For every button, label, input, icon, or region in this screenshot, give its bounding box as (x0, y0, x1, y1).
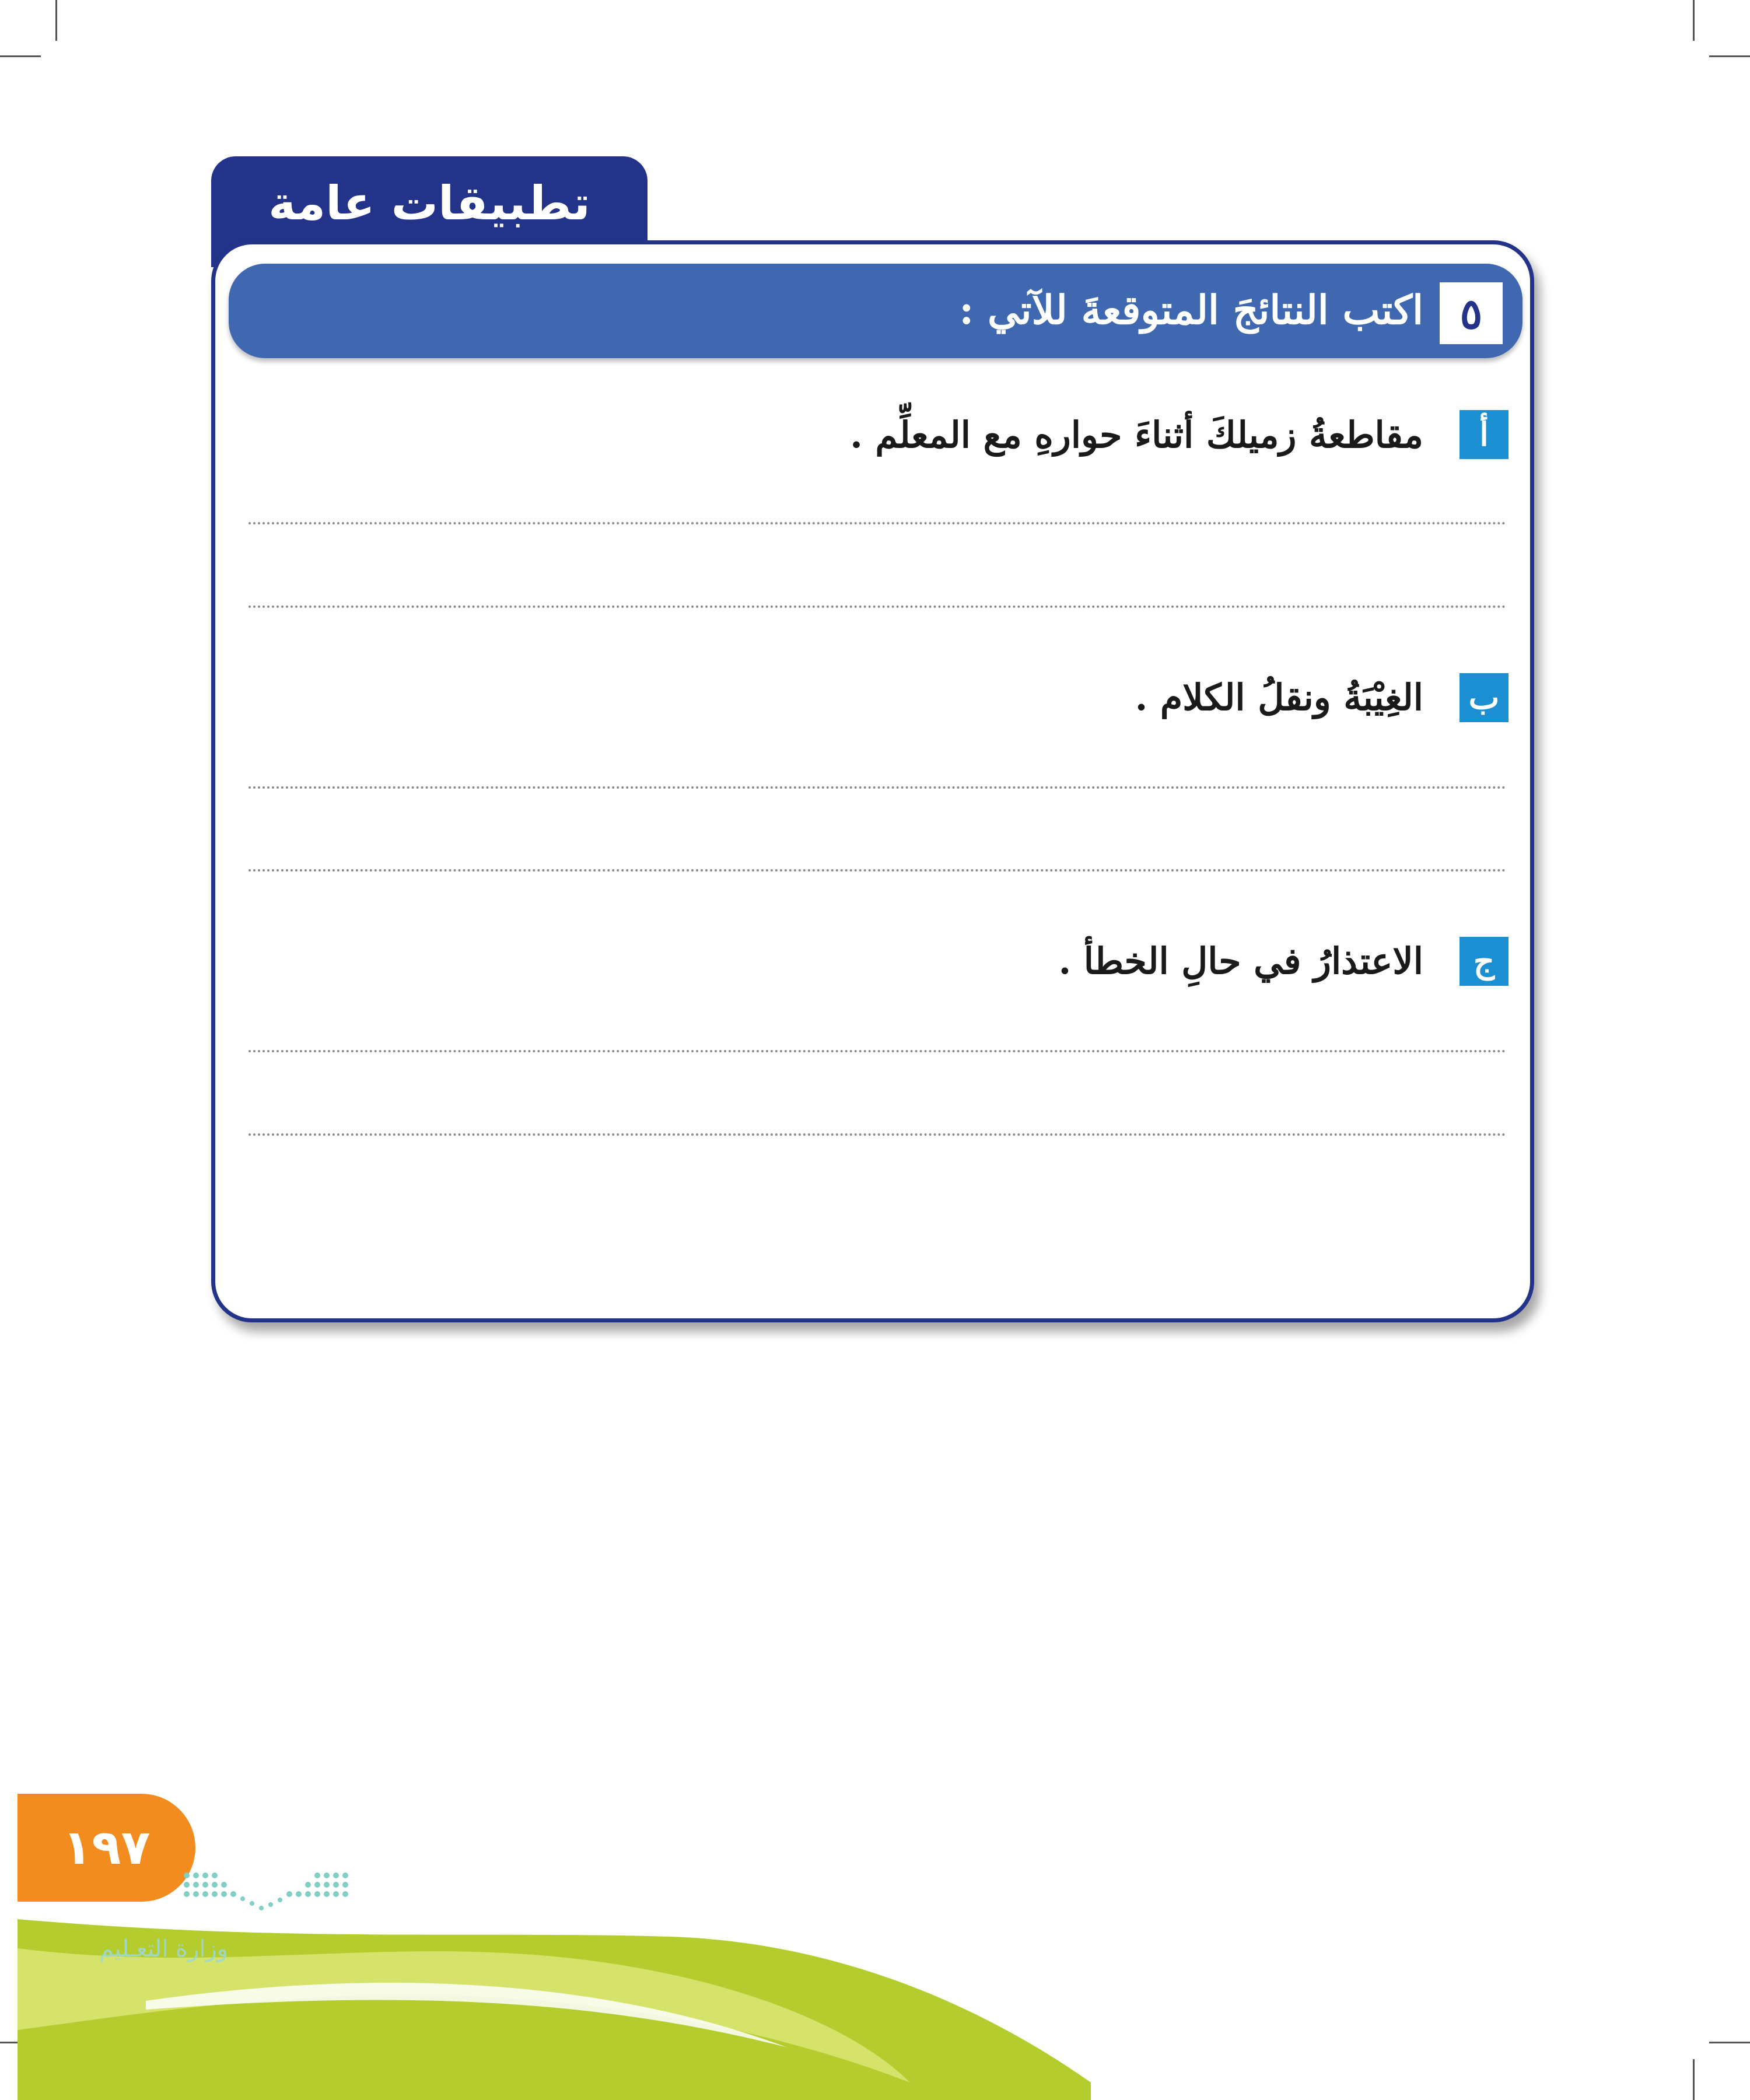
ministry-logo-icon (181, 1864, 356, 1922)
item-letter-badge: أ (1460, 410, 1508, 459)
page-number: ١٩٧ (18, 1794, 195, 1902)
answer-line[interactable] (249, 786, 1506, 789)
item-text: الاعتذارُ في حالِ الخطأ . (1058, 939, 1423, 982)
crop-mark (1693, 0, 1695, 41)
ministry-logo-text: وزارة التعـليم (99, 1936, 229, 1962)
answer-line[interactable] (249, 1050, 1506, 1052)
item-text: مقاطعةُ زميلكَ أثناءَ حوارهِ مع المعلِّم . (850, 413, 1423, 456)
answer-line[interactable] (249, 869, 1506, 872)
crop-mark (1709, 55, 1750, 57)
crop-mark (0, 55, 41, 57)
question-number: ٥ (1440, 282, 1503, 344)
item-letter-badge: ج (1460, 937, 1508, 986)
question-text: اكتب النتائجَ المتوقعةَ للآتي : (959, 287, 1423, 334)
answer-line[interactable] (249, 606, 1506, 608)
section-title: تطبيقات عامة (268, 176, 590, 230)
crop-mark (55, 0, 57, 41)
answer-line[interactable] (249, 522, 1506, 524)
item-letter-badge: ب (1460, 673, 1508, 722)
crop-mark (1709, 2042, 1750, 2043)
crop-mark (1693, 2059, 1695, 2100)
item-text: الغِيْبَةُ ونقلُ الكلام . (1135, 676, 1423, 719)
exercise-card (211, 240, 1534, 1322)
answer-line[interactable] (249, 1133, 1506, 1136)
